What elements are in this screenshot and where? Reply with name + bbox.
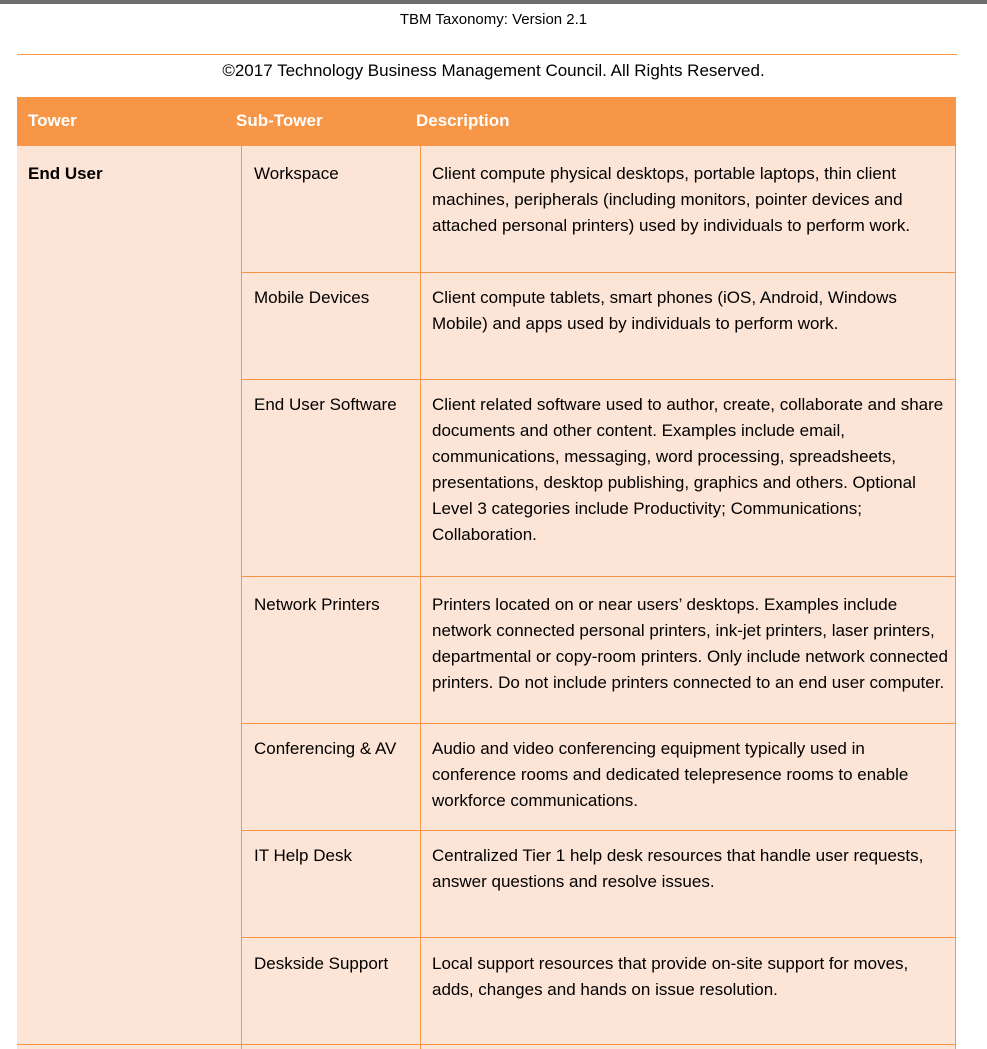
table-row (242, 273, 956, 380)
sub-tower-cell: Workspace (254, 164, 339, 183)
tower-name: End User (28, 164, 103, 183)
column-header-description: Description (416, 111, 510, 130)
table-row (242, 724, 956, 831)
description-cell: Printers located on or near users’ desktops. Examples include network connected personal printers, ink-jet printers, laser printers, departmental or copy-room printers. Only include network connected printers. Do not include printers connected to an end user computer. (432, 595, 948, 692)
table-row (242, 938, 956, 1044)
row-divider (17, 1044, 956, 1045)
table-row (242, 146, 956, 273)
description-cell: Audio and video conferencing equipment typically used in conference rooms and dedicated telepresence rooms to enable workforce communications. (432, 739, 909, 810)
taxonomy-table (17, 97, 956, 1049)
sub-tower-cell: Conferencing & AV (254, 739, 397, 758)
document-title: TBM Taxonomy: Version 2.1 (399, 11, 588, 28)
header-divider (17, 54, 957, 55)
column-header-sub-tower: Sub-Tower (236, 111, 323, 130)
table-row (242, 380, 956, 577)
description-cell: Client compute tablets, smart phones (iOS, Android, Windows Mobile) and apps used by individuals to perform work. (432, 288, 897, 333)
column-header-tower: Tower (28, 111, 77, 130)
table-row (242, 831, 956, 938)
sub-tower-cell: IT Help Desk (254, 846, 352, 865)
top-border (0, 0, 987, 4)
description-cell: Centralized Tier 1 help desk resources that handle user requests, answer questions and resolve issues. (432, 846, 924, 891)
table-header (17, 97, 956, 146)
sub-tower-cell: Deskside Support (254, 954, 389, 973)
description-cell: Client related software used to author, create, collaborate and share documents and other content. Examples include email, communications, messaging, word processing, spreadsheets, presentations, desktop publishing, graphics and others. Optional Level 3 categories include Productivity; Communications; Collaboration. (432, 395, 944, 544)
table-row (242, 577, 956, 724)
sub-tower-cell: Network Printers (254, 595, 380, 614)
description-cell: Local support resources that provide on-site support for moves, adds, changes and hands on issue resolution. (432, 954, 909, 999)
sub-tower-cell: End User Software (254, 395, 397, 414)
copyright-notice: ©2017 Technology Business Management Council. All Rights Reserved. (222, 61, 765, 80)
sub-tower-cell: Mobile Devices (254, 288, 370, 307)
description-cell: Client compute physical desktops, portable laptops, thin client machines, peripherals (including monitors, pointer devices and attached personal printers) used by individuals to perform work. (432, 164, 911, 235)
